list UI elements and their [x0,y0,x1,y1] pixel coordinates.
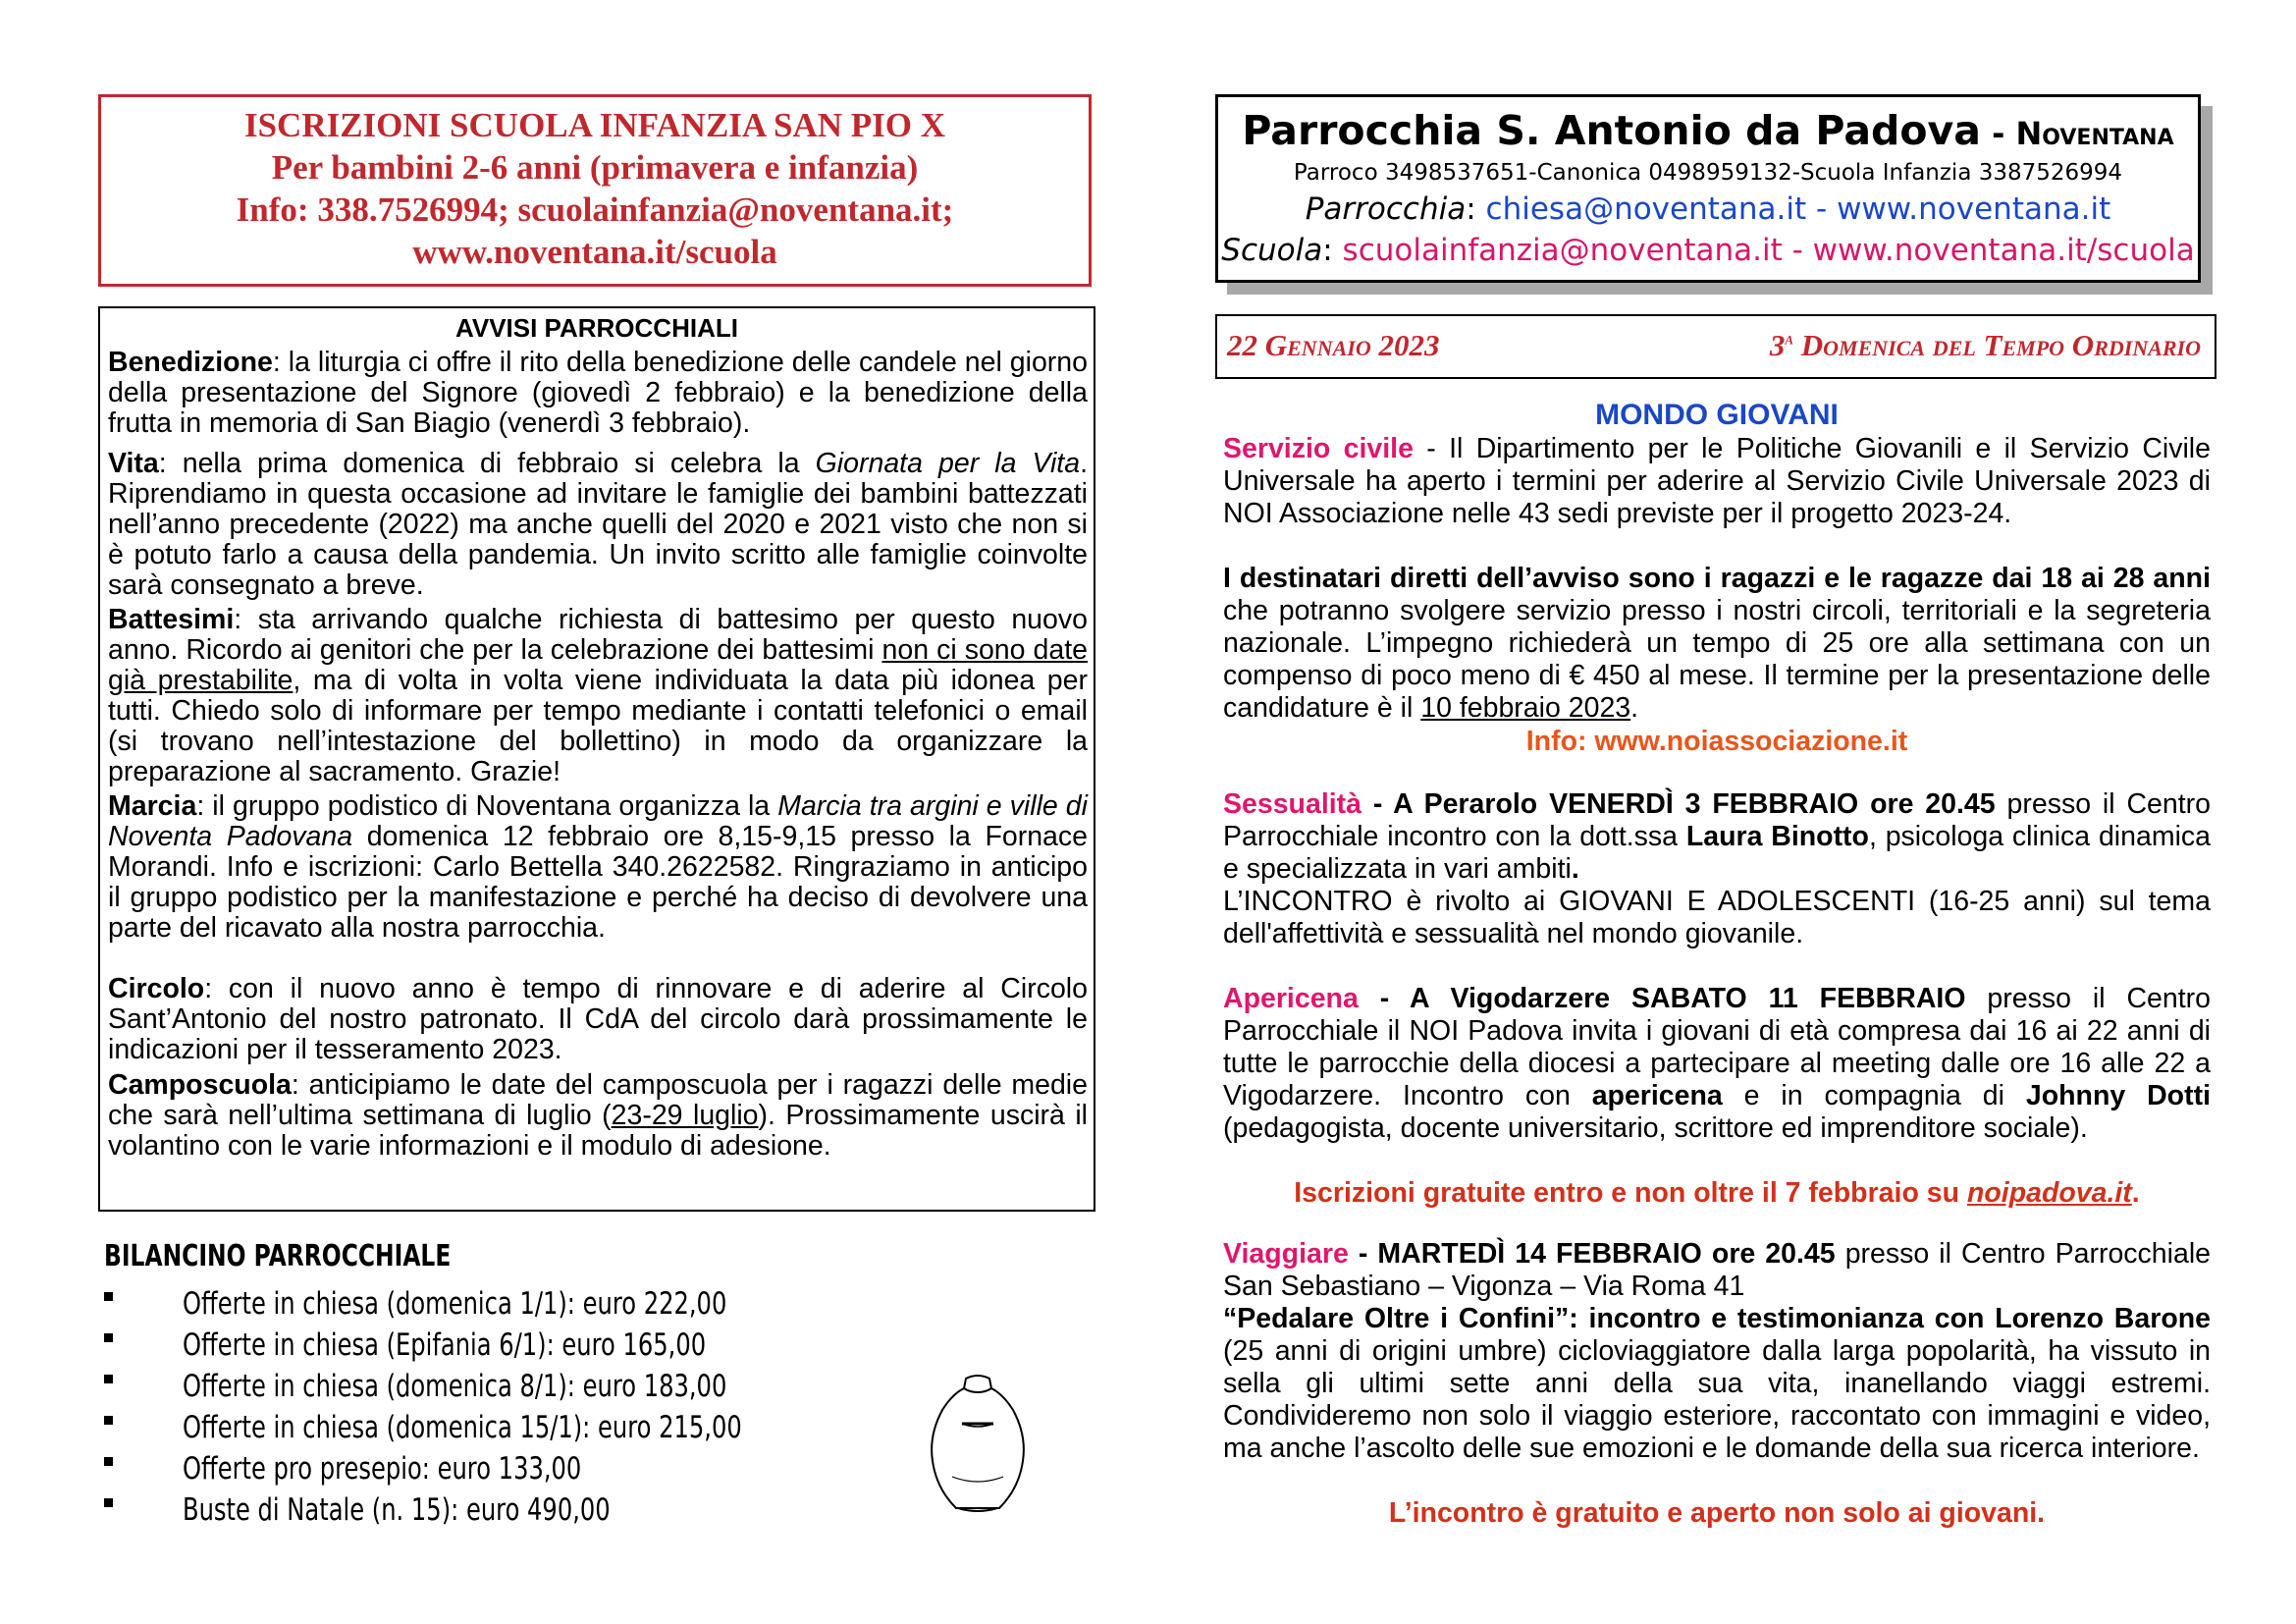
servizio-civile-text: - Il Dipartimento per le Politiche Giovanili e il Servizio Civile Universale ha aperto i termini per aderire al Servizio Civile Universale 2023 di NOI Associazione nelle 43 sedi previste per il progetto 2023-24. [1223,433,2211,529]
apericena-note-text: Iscrizioni gratuite entro e non oltre il 7 febbraio su [1294,1177,1967,1209]
avviso-benedizione-label: Benedizione [108,347,273,378]
viaggiare-paragraph [1223,1238,2211,1303]
viaggiare-details-text: (25 anni di origini umbre) cicloviaggiatore dalla larga popolarità, ha vissuto in sella gli ultimi sette anni della sua vita, inanellando viaggi estremi. Condivideremo non solo il viaggio esteriore, raccontato con immagini e video, ma anche l’ascolto delle sue emozioni e le domande della sua ricerca interiore. [1223,1335,2211,1464]
apericena-paragraph [1223,983,2211,1145]
sunday-ordinal: 3 [1769,328,1786,362]
sessualita-period: . [1571,853,1579,885]
apericena-label: Apericena [1223,983,1359,1014]
school-separator: - [1782,233,1813,268]
parish-separator: - [1806,191,1838,227]
sessualita-text-cont: , psicologa clinica dinamica e specializzata in vari ambiti [1223,821,2212,885]
parish-name: Parrocchia S. Antonio da Padova [1242,107,1981,154]
offering-jar-icon [923,1371,1033,1518]
bilancino-item: Offerte in chiesa (Epifania 6/1): euro 165,00 [183,1327,707,1363]
viaggiare-event-title: “Pedalare Oltre i Confini”: incontro e testimonianza con Lorenzo Barone [1223,1303,2211,1334]
bilancino-item: Offerte pro presepio: euro 133,00 [183,1451,582,1487]
school-enrollment-ages: Per bambini 2-6 anni (primavera e infanzia) [271,148,919,187]
avviso-marcia-italic: Marcia tra argini e ville di Noventa Padovana [108,790,1088,852]
avviso-circolo [108,974,1088,1065]
avviso-circolo-text: : con il nuovo anno è tempo di rinnovare e di aderire al Circolo Sant’Antonio del nostro patronato. Il CdA del circolo darà prossimamente le indicazioni per il tesseramento 2023. [108,973,1088,1065]
avviso-circolo-label: Circolo [108,973,205,1004]
apericena-registration-note [1223,1177,2211,1210]
avviso-benedizione [108,348,1088,439]
avviso-camposcuola [108,1070,1088,1162]
school-label: Scuola [1221,233,1323,268]
bilancino-item: Offerte in chiesa (domenica 15/1): euro 215,00 [183,1410,742,1445]
bullet-icon [104,1498,113,1507]
avviso-benedizione-text: : la liturgia ci offre il rito della benedizione delle candele nel giorno della presentazione del Signore (giovedì 2 febbraio) e la benedizione della frutta in memoria di San Biagio (venerdì 3 febbraio). [108,347,1088,439]
avviso-marcia-label: Marcia [108,790,197,822]
sessualita-when: - A Perarolo VENERDÌ 3 FEBBRAIO ore 20.45 [1362,788,1996,820]
school-enrollment-info: Info: 338.7526994; scuolainfanzia@noventana.it; [236,190,954,229]
avviso-marcia [108,791,1088,944]
sessualita-target: L’INCONTRO è rivolto ai GIOVANI E ADOLESCENTI (16-25 anni) sul tema dell'affettività e sessualità nel mondo giovanile. [1223,886,2211,949]
avviso-marcia-text: : il gruppo podistico di Noventana organizza la [196,790,778,822]
bulletin-date: 22 Gennaio 2023 [1227,328,1440,362]
sessualita-paragraph [1223,788,2211,886]
viaggiare-closing-note: L’incontro è gratuito e aperto non solo ai giovani. [1388,1497,2046,1529]
parish-header [1215,94,2201,283]
apericena-guest: Johnny Dotti [2025,1080,2211,1111]
avviso-battesimi-underline: non ci sono date già prestabilite [108,634,1088,696]
avviso-vita-label: Vita [108,448,159,479]
avviso-battesimi [108,605,1088,787]
school-email-link[interactable]: scuolainfanzia@noventana.it [1342,233,1783,268]
servizio-civile-deadline: 10 febbraio 2023 [1420,692,1631,724]
sunday-name: Domenica del Tempo Ordinario [1793,328,2201,362]
viaggiare-details [1223,1303,2211,1465]
mondo-giovani-title: MONDO GIOVANI [1595,399,1839,431]
school-enrollment-box [98,94,1092,287]
school-contact-line: Scuola: scuolainfanzia@noventana.it - www.noventana.it/scuola [1221,233,2195,268]
avviso-vita-italic: Giornata per la Vita [815,448,1081,479]
avviso-vita-text-cont: . Riprendiamo in questa occasione ad invitare le famiglie dei bambini battezzati nell’anno precedente (2022) ma anche quelli del 2020 e 2021 visto che non si è potuto farlo a causa della pandemia. Un invito scritto alle famiglie coinvolte sarà consegnato a breve. [108,448,1088,601]
school-web-link[interactable]: www.noventana.it/scuola [1812,233,2195,268]
servizio-civile-info-link[interactable]: Info: www.noiassociazione.it [1525,726,1908,757]
viaggiare-when: - MARTEDÌ 14 FEBBRAIO ore 20.45 [1348,1238,1836,1270]
avviso-camposcuola-label: Camposcuola [108,1069,292,1101]
noipadova-link[interactable]: noipadova.it [1966,1177,2132,1209]
avviso-battesimi-text-cont: , ma di volta in volta viene individuata la data più idonea per tutti. Chiedo solo di informare per tempo mediante i contatti telefonici o email (si trovano nell’intestazione del bollettino) in modo da organizzare la preparazione al sacramento. Grazie! [108,665,1088,787]
parish-web-link[interactable]: www.noventana.it [1837,191,2111,227]
bilancino-item: Offerte in chiesa (domenica 8/1): euro 183,00 [183,1369,727,1404]
date-bar [1215,314,2216,379]
parish-contact-line: Parrocchia: chiesa@noventana.it - www.noventana.it [1305,191,2111,227]
sessualita-text: presso il Centro Parrocchiale incontro con la dott.ssa [1223,788,2211,852]
apericena-note-end: . [2131,1177,2140,1209]
servizio-civile-label: Servizio civile [1223,433,1414,464]
avviso-battesimi-text: : sta arrivando qualche richiesta di battesimo per questo nuovo anno. Ricordo ai genitori che per la celebrazione dei battesimi [108,604,1088,666]
sessualita-label: Sessualità [1223,788,1362,820]
sunday-ordinal-suffix: a [1785,328,1793,349]
parish-title [1218,107,2198,154]
bilancino-title: BILANCINO PARROCCHIALE [104,1239,452,1273]
sessualita-speaker: Laura Binotto [1685,821,1869,852]
bilancino-item: Offerte in chiesa (domenica 1/1): euro 222,00 [183,1286,727,1322]
viaggiare-text: presso il Centro Parrocchiale San Sebastiano – Vigonza – Via Roma 41 [1223,1238,2212,1302]
servizio-civile-recipients: I destinatari diretti dell’avviso sono i ragazzi e le ragazze dai 18 ai 28 anni [1223,563,2211,594]
bilancino-item: Buste di Natale (n. 15): euro 490,00 [183,1492,611,1528]
servizio-civile-details [1223,563,2211,725]
school-enrollment-title: ISCRIZIONI SCUOLA INFANZIA SAN PIO X [243,106,946,144]
avviso-camposcuola-text: : anticipiamo le date del camposcuola per i ragazzi delle medie che sarà nell’ultima settimana di luglio ( [108,1069,1088,1131]
bullet-icon [104,1375,113,1383]
servizio-civile-paragraph [1223,433,2211,530]
avvisi-parrocchiali-box [98,306,1095,1212]
avviso-vita-text: : nella prima domenica di febbraio si celebra la [158,448,816,479]
viaggiare-label: Viaggiare [1223,1238,1349,1270]
parish-label: Parrocchia [1305,191,1467,227]
apericena-text: presso il Centro Parrocchiale il NOI Padova invita i giovani di età compresa dai 16 ai 22 anni di tutte le parrocchie della diocesi a partecipare al meeting dalle ore 16 alle 22 a Vigodarzere. Incontro con [1223,983,2211,1111]
school-enrollment-url[interactable]: www.noventana.it/scuola [412,233,777,271]
servizio-civile-details-end: . [1630,692,1639,724]
bullet-icon [104,1292,113,1301]
bullet-icon [104,1333,113,1342]
apericena-text-cont: e in compagnia di [1722,1080,2026,1111]
avviso-camposcuola-text-cont: ). Prossimamente uscirà il volantino con le varie informazioni e il modulo di adesione. [108,1100,1088,1162]
bullet-icon [104,1416,113,1425]
avviso-camposcuola-underline: 23-29 luglio [611,1100,759,1131]
servizio-civile-details-text: che potranno svolgere servizio presso i nostri circoli, territoriali e la segreteria nazionale. L’impegno richiederà un tempo di 25 ore alla settimana con un compenso di poco meno di € 450 al mese. Il termine per la presentazione delle candidature è il [1223,595,2211,724]
apericena-guest-desc: (pedagogista, docente universitario, scrittore ed imprenditore sociale). [1223,1112,2088,1144]
apericena-keyword: apericena [1591,1080,1723,1111]
avviso-marcia-text-cont: domenica 12 febbraio ore 8,15-9,15 presso la Fornace Morandi. Info e iscrizioni: Carlo Bettella 340.2622582. Ringraziamo in anticipo il gruppo podistico per la manifestazione e perché ha deciso di devolvere una parte del ricavato alla nostra parrocchia. [108,821,1088,944]
avviso-vita [108,449,1088,601]
avvisi-title: AVVISI PARROCCHIALI [455,313,738,343]
parish-location: - Noventana [1980,115,2174,152]
apericena-when: - A Vigodarzere SABATO 11 FEBBRAIO [1358,983,1966,1014]
bullet-icon [104,1457,113,1466]
liturgical-sunday [1770,328,2201,363]
parish-email-link[interactable]: chiesa@noventana.it [1485,191,1807,227]
parish-phone-contacts: Parroco 3498537651-Canonica 0498959132-Scuola Infanzia 3387526994 [1293,160,2123,186]
avviso-battesimi-label: Battesimi [108,604,235,635]
